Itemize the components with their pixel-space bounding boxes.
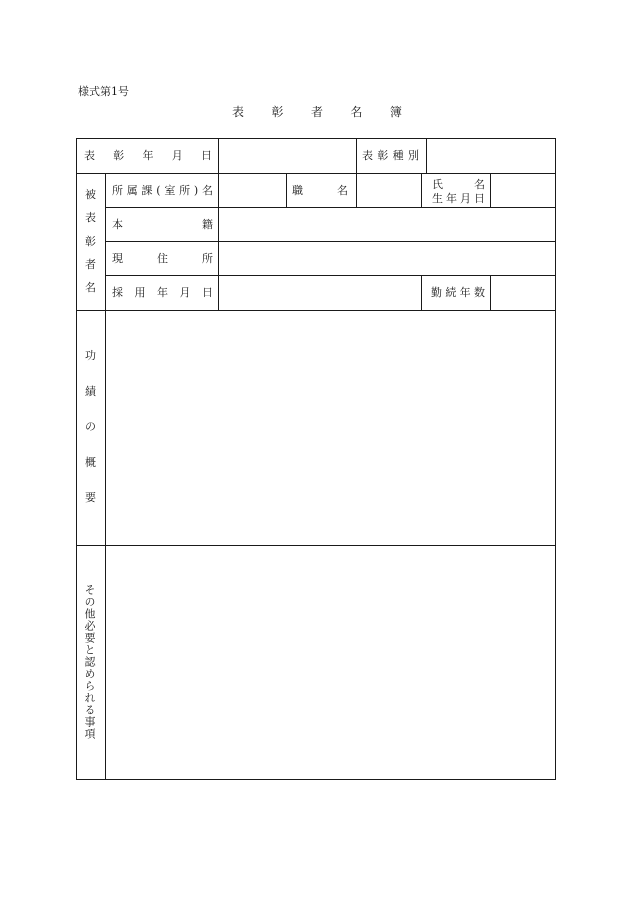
name-label: [432, 177, 485, 191]
other-matters-field[interactable]: [106, 546, 555, 779]
label-char: 日: [202, 286, 213, 299]
label-char: 者: [85, 257, 96, 271]
label-char: 年: [459, 286, 471, 299]
label-char: 要: [85, 491, 96, 504]
table-border-bottom: [76, 779, 556, 780]
label-char: 名: [474, 177, 485, 191]
years-of-service-label: [431, 275, 485, 310]
label-char: 被: [85, 188, 96, 201]
years-of-service-field[interactable]: [491, 276, 555, 310]
position-label: [292, 173, 348, 208]
column-divider: [286, 173, 287, 208]
label-char: 用: [134, 286, 146, 299]
title-char: 者: [310, 105, 335, 119]
label-char: 功: [85, 349, 96, 362]
label-char: 表: [362, 149, 373, 162]
label-char: 績: [85, 384, 96, 398]
label-char: 日: [474, 191, 485, 205]
title-char: 簿: [389, 105, 402, 119]
address-field[interactable]: [219, 242, 555, 275]
label-char: 彰: [113, 149, 125, 162]
label-char: 勤: [431, 286, 442, 299]
awardee-register-table: [76, 138, 556, 780]
title-char: 彰: [271, 105, 296, 119]
label-char: 課: [141, 184, 153, 197]
label-char: ): [193, 184, 199, 197]
domicile-label: [112, 207, 213, 242]
label-char: 概: [85, 455, 96, 469]
label-char: 日: [201, 149, 212, 162]
table-border-right: [555, 138, 556, 780]
achievements-field[interactable]: [106, 311, 555, 545]
label-char: 表: [85, 211, 96, 225]
label-char: 生: [432, 191, 443, 205]
department-field[interactable]: [219, 174, 286, 207]
label-char: 月: [179, 286, 191, 299]
label-char: 室: [164, 184, 176, 197]
label-char: 本: [112, 218, 123, 231]
label-char: 数: [473, 286, 485, 299]
award-date-field[interactable]: [219, 139, 356, 173]
label-char: 所: [112, 184, 123, 197]
label-char: 彰: [377, 149, 389, 162]
hire-date-field[interactable]: [219, 276, 421, 310]
other-matters-label: その他必要と認められる事項: [83, 584, 96, 740]
address-label: [112, 241, 213, 276]
label-char: 属: [126, 184, 138, 197]
label-char: 月: [460, 191, 471, 205]
achievements-label: [76, 350, 105, 503]
label-char: 彰: [85, 234, 96, 248]
label-char: 種: [392, 149, 404, 162]
label-char: 年: [157, 286, 168, 299]
name-birthdate-field[interactable]: [491, 174, 555, 207]
label-char: 住: [157, 252, 168, 265]
column-divider: [356, 138, 357, 174]
label-char: 月: [171, 149, 183, 162]
form-number: 様式第1号: [78, 85, 129, 98]
name-birthdate-label: [432, 177, 485, 205]
column-divider: [421, 173, 422, 208]
label-char: 所: [179, 184, 191, 197]
position-field[interactable]: [357, 174, 421, 207]
department-label: [112, 173, 213, 208]
label-char: (: [156, 184, 161, 197]
label-char: 年: [446, 191, 457, 205]
award-date-label: [84, 138, 212, 173]
label-char: 名: [85, 281, 96, 294]
award-type-label: [362, 138, 419, 173]
label-char: 現: [112, 252, 123, 265]
label-char: 所: [202, 252, 213, 265]
birth-date-label: [432, 191, 485, 205]
label-char: 職: [292, 184, 303, 197]
awardee-label: [76, 189, 105, 293]
label-char: 採: [112, 286, 123, 299]
column-divider: [421, 275, 422, 311]
label-char: 続: [445, 286, 457, 299]
label-char: 年: [142, 149, 154, 162]
label-char: の: [85, 420, 96, 433]
label-char: 名: [201, 184, 213, 197]
label-char: 名: [337, 184, 348, 197]
label-char: 氏: [432, 177, 443, 191]
hire-date-label: [112, 275, 213, 310]
label-char: 別: [407, 149, 419, 162]
title-char: 表: [232, 105, 256, 119]
label-char: 籍: [202, 218, 213, 231]
domicile-field[interactable]: [219, 208, 555, 241]
award-type-field[interactable]: [427, 139, 555, 173]
title-char: 名: [350, 105, 375, 119]
page-title: [232, 103, 402, 120]
label-char: 表: [84, 149, 95, 162]
